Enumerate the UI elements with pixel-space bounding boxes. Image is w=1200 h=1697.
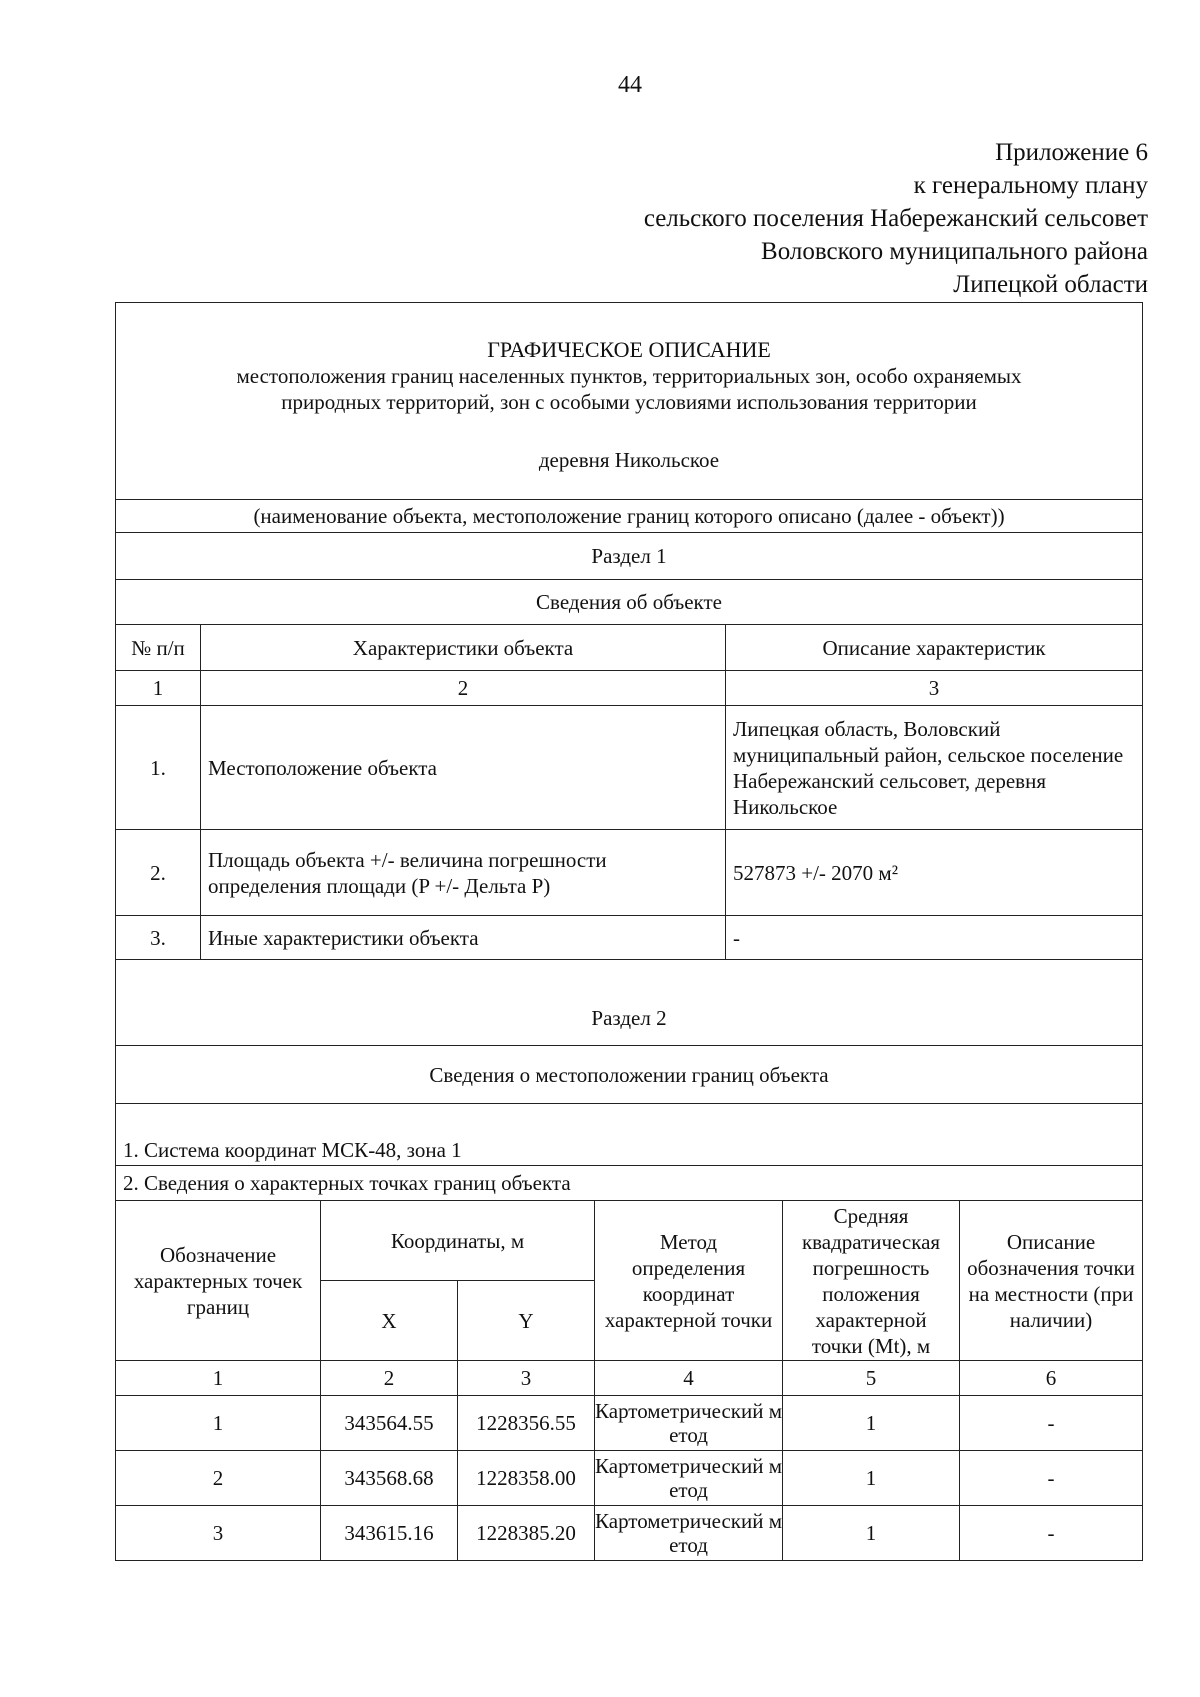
section1-subtitle: Сведения об объекте xyxy=(116,580,1143,625)
column-header: Описание характеристик xyxy=(726,625,1143,671)
description-frame xyxy=(115,302,1142,1561)
column-number: 1 xyxy=(116,671,201,706)
appendix-line: Воловского муниципального района xyxy=(761,238,1148,265)
point-mt: 1 xyxy=(783,1506,960,1561)
section2-subtitle: Сведения о местоположении границ объекта xyxy=(116,1046,1143,1104)
table-row xyxy=(116,1506,1143,1561)
point-y: 1228358.00 xyxy=(458,1451,595,1506)
column-header: Характеристики объекта xyxy=(201,625,726,671)
appendix-block xyxy=(448,136,1148,301)
column-header-x: X xyxy=(321,1281,458,1361)
points-table xyxy=(115,1200,1143,1561)
column-header: № п/п xyxy=(116,625,201,671)
document-heading xyxy=(116,303,1143,500)
point-x: 343568.68 xyxy=(321,1451,458,1506)
point-description: - xyxy=(960,1396,1143,1451)
column-number: 3 xyxy=(458,1361,595,1396)
table-row xyxy=(116,830,1143,916)
point-x: 343564.55 xyxy=(321,1396,458,1451)
point-mt: 1 xyxy=(783,1396,960,1451)
row-number: 1. xyxy=(116,706,201,830)
point-y: 1228356.55 xyxy=(458,1396,595,1451)
row-number: 3. xyxy=(116,916,201,960)
table-row xyxy=(116,706,1143,830)
column-header-y: Y xyxy=(458,1281,595,1361)
characteristic-value: 527873 +/- 2070 м² xyxy=(726,830,1143,916)
section1-title: Раздел 1 xyxy=(116,533,1143,580)
appendix-line: сельского поселения Набережанский сельсовет xyxy=(643,205,1148,232)
document-title: ГРАФИЧЕСКОЕ ОПИСАНИЕ xyxy=(487,337,771,362)
row-number: 2. xyxy=(116,830,201,916)
table-row xyxy=(116,1396,1143,1451)
column-header-designation: Обозначение характерных точек границ xyxy=(116,1201,321,1361)
point-method: Картометрический метод xyxy=(595,1396,783,1451)
column-number: 5 xyxy=(783,1361,960,1396)
point-mt: 1 xyxy=(783,1451,960,1506)
coordinate-system: 1. Система координат МСК-48, зона 1 xyxy=(116,1104,1143,1166)
object-name: деревня Никольское xyxy=(538,448,720,472)
table-row xyxy=(116,1451,1143,1506)
point-id: 2 xyxy=(116,1451,321,1506)
point-x: 343615.16 xyxy=(321,1506,458,1561)
page-number: 44 xyxy=(618,72,642,98)
column-number: 2 xyxy=(201,671,726,706)
document-subtitle: природных территорий, зон с особыми условиями использования территории xyxy=(281,390,977,414)
point-description: - xyxy=(960,1451,1143,1506)
column-header-method: Метод определения координат характерной точки xyxy=(595,1201,783,1361)
characteristic-name: Иные характеристики объекта xyxy=(201,916,726,960)
table-row xyxy=(116,916,1143,960)
characteristic-name: Местоположение объекта xyxy=(201,706,726,830)
appendix-line: Липецкой области xyxy=(953,271,1148,298)
column-number: 1 xyxy=(116,1361,321,1396)
point-description: - xyxy=(960,1506,1143,1561)
section1-table xyxy=(115,302,1143,1201)
point-id: 3 xyxy=(116,1506,321,1561)
column-header-coordinates: Координаты, м xyxy=(321,1201,595,1281)
point-method: Картометрический метод xyxy=(595,1506,783,1561)
points-caption: 2. Сведения о характерных точках границ объекта xyxy=(116,1166,1143,1201)
characteristic-value: - xyxy=(726,916,1143,960)
section2-title: Раздел 2 xyxy=(116,960,1143,1046)
characteristic-value: Липецкая область, Воловский муниципальный район, сельское поселение Набережанский сельсовет, деревня Никольское xyxy=(726,706,1143,830)
characteristic-name: Площадь объекта +/- величина погрешности определения площади (P +/- Дельта P) xyxy=(201,830,726,916)
document-subtitle: местоположения границ населенных пунктов, территориальных зон, особо охраняемых xyxy=(236,364,1022,388)
appendix-line: Приложение 6 xyxy=(995,139,1148,166)
point-y: 1228385.20 xyxy=(458,1506,595,1561)
point-method: Картометрический метод xyxy=(595,1451,783,1506)
column-number: 6 xyxy=(960,1361,1143,1396)
column-number: 2 xyxy=(321,1361,458,1396)
appendix-line: к генеральному плану xyxy=(913,172,1148,199)
column-header-description: Описание обозначения точки на местности (при наличии) xyxy=(960,1201,1143,1361)
point-id: 1 xyxy=(116,1396,321,1451)
column-header-error: Средняя квадратическая погрешность положения характерной точки (Mt), м xyxy=(783,1201,960,1361)
column-number: 4 xyxy=(595,1361,783,1396)
object-caption: (наименование объекта, местоположение границ которого описано (далее - объект)) xyxy=(116,500,1143,533)
column-number: 3 xyxy=(726,671,1143,706)
